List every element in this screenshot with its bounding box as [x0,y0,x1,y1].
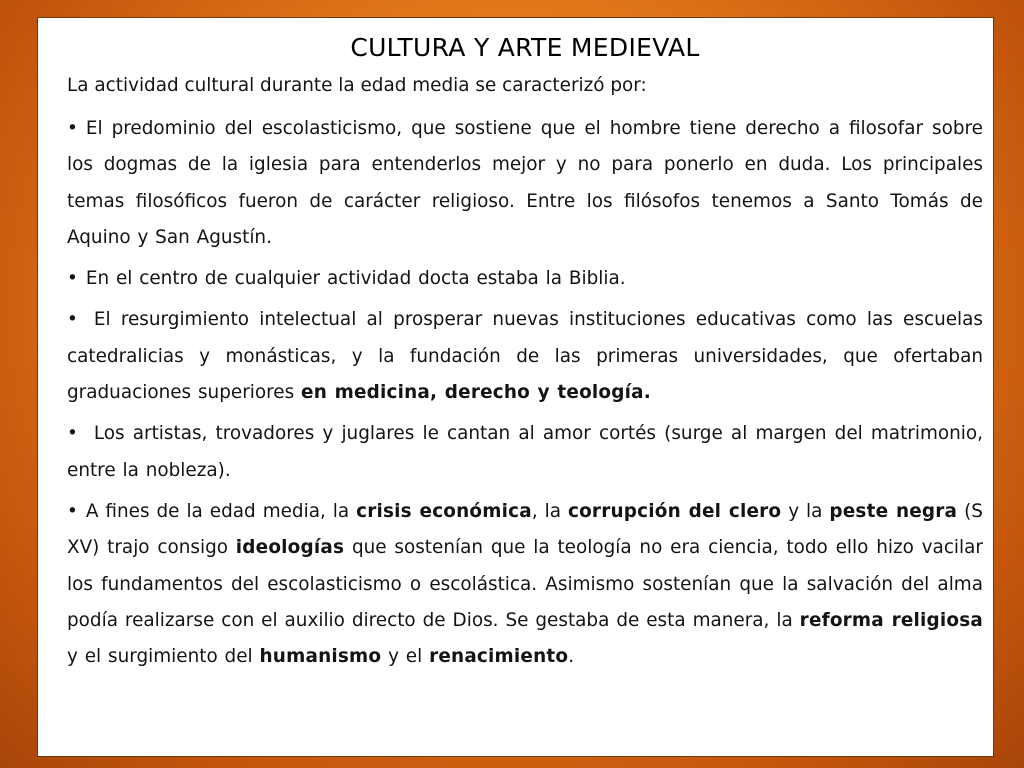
paragraph-text: El resurgimiento intelectual al prosperar nuevas instituciones educativas como las escuelas catedralicias y monásticas, y la fundación de las primeras universidades, que ofertaban graduaciones superiores [67,309,983,404]
bold-text: reforma religiosa [799,609,984,631]
bold-text: crisis económica [356,500,532,522]
paragraph-text: A fines de la edad media, la [85,500,357,522]
bullet-paragraph-artistas [67,416,983,489]
bold-text: renacimiento [429,646,569,668]
paragraph-text: que sostenían que la teología no era ciencia, todo ello hizo vacilar los fundamentos del escolasticismo o escolástica. Asimismo sostenían que la salvación del alma podía realizarse con el auxilio directo de Dios. Se gestaba de esta manera, la [67,537,983,631]
bullet-icon: • [67,423,78,445]
bullet-icon: • [67,268,78,290]
paragraph-text: , la [531,500,568,522]
bullet-paragraph-fines-edad-media [67,494,983,675]
paragraph-text: y el surgimiento del [67,646,260,668]
bullet-paragraph-resurgimiento [67,302,983,411]
paragraph-text: y la [781,500,830,522]
bullet-paragraph-escolasticismo [67,111,983,256]
paragraph-text: Los artistas, trovadores y juglares le cantan al amor cortés (surge al margen del matrimonio, entre la nobleza). [67,423,983,481]
bold-text: en medicina, derecho y teología. [301,382,651,404]
intro-text: La actividad cultural durante la edad media se caracterizó por: [67,75,647,96]
paragraph-text: En el centro de cualquier actividad docta estaba la Biblia. [85,268,626,290]
bullet-icon: • [67,500,78,522]
bold-text: peste negra [829,500,958,522]
bold-text: ideologías [235,537,345,559]
bullet-paragraph-biblia [67,261,983,297]
bold-text: corrupción del clero [568,500,782,522]
slide-content-panel [37,17,994,757]
paragraph-text: . [568,646,575,668]
paragraph-text: (S XV) trajo consigo [67,500,983,559]
bold-text: humanismo [259,646,382,668]
bullet-icon: • [67,118,78,139]
paragraph-text: El predominio del escolasticismo, que sostiene que el hombre tiene derecho a filosofar sobre los dogmas de la iglesia para entenderlos mejor y no para ponerlo en duda. Los principales temas filosóficos fueron de carácter religioso. Entre los filósofos tenemos a Santo Tomás de Aquino y San Agustín. [67,118,983,248]
slide-title: CULTURA Y ARTE MEDIEVAL [350,33,700,62]
paragraph-text: y el [381,646,430,668]
bullet-icon: • [67,309,78,331]
